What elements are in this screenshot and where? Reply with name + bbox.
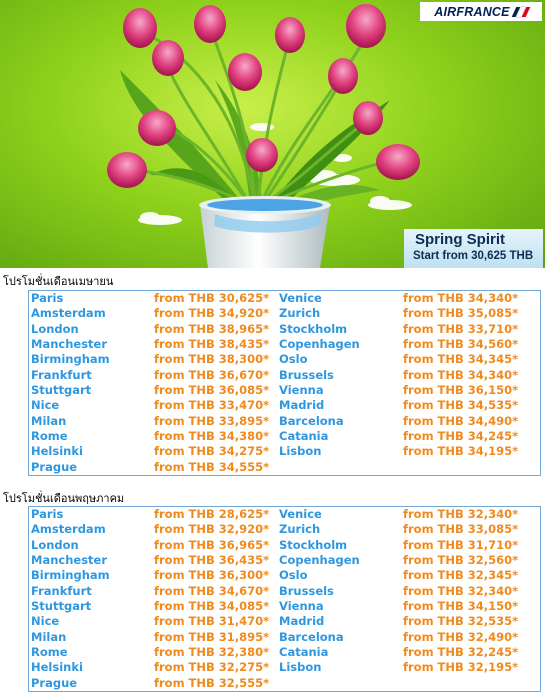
table-row [29,383,540,398]
fare-price: from THB 36,150* [403,383,519,398]
fare-price: from THB 34,195* [403,444,519,459]
table-row [29,614,540,629]
destination-link[interactable]: Oslo [279,352,308,367]
destination-link[interactable]: Catania [279,429,329,444]
fare-price: from THB 34,380* [154,429,270,444]
destination-link[interactable]: Zurich [279,306,321,321]
fare-price: from THB 31,710* [403,537,519,552]
promo-title: Spring Spirit [415,231,505,248]
fare-price: from THB 32,490* [403,629,519,644]
table-row [29,553,540,568]
promo-caption [404,229,543,268]
destination-link[interactable]: Barcelona [279,629,344,644]
destination-link[interactable]: Helsinki [31,660,83,675]
fare-price: from THB 32,340* [403,507,519,521]
fare-price: from THB 30,625* [154,291,270,305]
destination-link[interactable]: Paris [31,291,64,305]
destination-link[interactable]: Barcelona [279,413,344,428]
table-row [29,398,540,413]
table-row [29,429,540,444]
fare-price: from THB 34,150* [403,599,519,614]
fare-price: from THB 34,085* [154,599,270,614]
destination-link[interactable]: Catania [279,645,329,660]
table-row [29,337,540,352]
table-row [29,460,540,475]
destination-link[interactable]: Venice [279,507,322,521]
destination-link[interactable]: Copenhagen [279,553,360,568]
destination-link[interactable]: Frankfurt [31,367,92,382]
fare-price: from THB 32,380* [154,645,270,660]
destination-link[interactable]: Paris [31,507,64,521]
section-title-april: โปรโมชั่นเดือนเมษายน [3,275,114,288]
destination-link[interactable]: Frankfurt [31,583,92,598]
fare-price: from THB 34,670* [154,583,270,598]
destination-link[interactable]: Stuttgart [31,599,92,614]
fare-price: from THB 34,340* [403,367,519,382]
table-row [29,660,540,675]
destination-link[interactable]: Vienna [279,383,324,398]
destination-link[interactable]: Copenhagen [279,337,360,352]
table-row [29,584,540,599]
fare-price: from THB 34,245* [403,429,519,444]
fare-price: from THB 36,300* [154,568,270,583]
fare-price: from THB 31,470* [154,614,270,629]
destination-link[interactable]: Birmingham [31,568,110,583]
fare-price: from THB 34,920* [154,306,270,321]
destination-link[interactable]: Venice [279,291,322,305]
destination-link[interactable]: Stuttgart [31,383,92,398]
table-row [29,645,540,660]
fare-price: from THB 32,560* [403,553,519,568]
destination-link[interactable]: Milan [31,629,67,644]
destination-link[interactable]: Manchester [31,553,108,568]
destination-link[interactable]: Amsterdam [31,306,106,321]
table-row [29,306,540,321]
fare-price: from THB 36,965* [154,537,270,552]
table-row [29,507,540,522]
promo-subtitle: Start from 30,625 THB [413,250,534,262]
destination-link[interactable]: Stockholm [279,321,348,336]
destination-link[interactable]: London [31,537,79,552]
destination-link[interactable]: Stockholm [279,537,348,552]
table-row [29,630,540,645]
table-row [29,368,540,383]
fare-price: from THB 38,965* [154,321,270,336]
fare-price: from THB 36,670* [154,367,270,382]
fare-price: from THB 38,435* [154,337,270,352]
fare-price: from THB 32,340* [403,583,519,598]
fare-price: from THB 32,245* [403,645,519,660]
table-row [29,522,540,537]
fare-price: from THB 34,340* [403,291,519,305]
destination-link[interactable]: Helsinki [31,444,83,459]
fare-price: from THB 33,895* [154,413,270,428]
destination-link[interactable]: Birmingham [31,352,110,367]
table-row [29,444,540,459]
table-row [29,599,540,614]
fare-table-april [28,290,541,476]
fare-price: from THB 32,920* [154,522,270,537]
fare-price: from THB 32,535* [403,614,519,629]
fare-price: from THB 34,490* [403,413,519,428]
fare-price: from THB 34,560* [403,337,519,352]
fare-price: from THB 34,345* [403,352,519,367]
fare-price: from THB 33,085* [403,522,519,537]
brand-name: AIRFRANCE [434,4,510,19]
fare-price: from THB 35,085* [403,306,519,321]
destination-link[interactable]: Oslo [279,568,308,583]
table-row [29,414,540,429]
destination-link[interactable]: Lisbon [279,444,322,459]
table-row [29,291,540,306]
destination-link[interactable]: Prague [31,459,78,474]
destination-link[interactable]: Manchester [31,337,108,352]
destination-link[interactable]: Lisbon [279,660,322,675]
destination-link[interactable]: Vienna [279,599,324,614]
section-title-may: โปรโมชั่นเดือนพฤษภาคม [3,492,125,505]
fare-price: from THB 32,345* [403,568,519,583]
fare-price: from THB 32,275* [154,660,270,675]
table-row [29,568,540,583]
destination-link[interactable]: Brussels [279,367,334,382]
fare-price: from THB 36,435* [154,553,270,568]
fare-price: from THB 33,470* [154,398,270,413]
fare-table-may [28,506,541,692]
destination-link[interactable]: Zurich [279,522,321,537]
destination-link[interactable]: Milan [31,413,67,428]
fare-price: from THB 28,625* [154,507,270,521]
destination-link[interactable]: Nice [31,614,60,629]
table-row [29,352,540,367]
fare-price: from THB 34,275* [154,444,270,459]
fare-price: from THB 34,555* [154,459,270,474]
destination-link[interactable]: London [31,321,79,336]
destination-link[interactable]: Rome [31,429,68,444]
table-row [29,676,540,691]
destination-link[interactable]: Madrid [279,398,325,413]
destination-link[interactable]: Prague [31,675,78,690]
fare-price: from THB 36,085* [154,383,270,398]
destination-link[interactable]: Nice [31,398,60,413]
fare-price: from THB 33,710* [403,321,519,336]
air-france-logo[interactable] [420,2,542,21]
fare-price: from THB 32,195* [403,660,519,675]
destination-link[interactable]: Rome [31,645,68,660]
tulip-bouquet-illustration [0,0,545,268]
destination-link[interactable]: Amsterdam [31,522,106,537]
tricolor-stripe-icon [511,7,530,17]
table-row [29,322,540,337]
hero-banner [0,0,545,268]
table-row [29,538,540,553]
destination-link[interactable]: Brussels [279,583,334,598]
fare-price: from THB 34,535* [403,398,519,413]
fare-price: from THB 38,300* [154,352,270,367]
destination-link[interactable]: Madrid [279,614,325,629]
fare-price: from THB 31,895* [154,629,270,644]
fare-price: from THB 32,555* [154,675,270,690]
